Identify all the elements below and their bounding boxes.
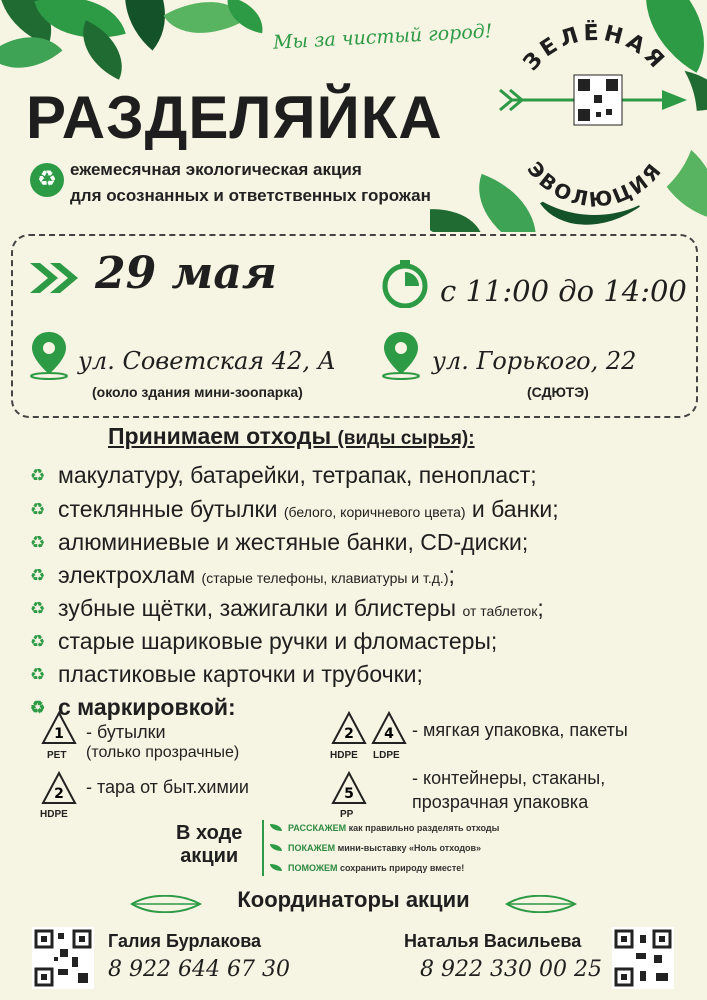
coordinator-1-phone: 8 922 644 67 30 bbox=[108, 957, 290, 982]
code-hdpe: HDPE bbox=[40, 809, 68, 820]
address-2-note: (СДЮТЭ) bbox=[527, 384, 589, 400]
recycle-triangle-icon bbox=[330, 710, 368, 748]
recycle-icon: ♻ bbox=[30, 599, 46, 618]
divider bbox=[262, 820, 264, 876]
coordinator-2-phone: 8 922 330 00 25 bbox=[420, 957, 602, 982]
subtitle-line-2: для осознанных и ответственных горожан bbox=[70, 186, 431, 205]
svg-text:4: 4 bbox=[384, 726, 394, 742]
recycle-icon: ♻ bbox=[30, 698, 46, 717]
recycle-icon: ♻ bbox=[30, 566, 46, 585]
leaf-icon bbox=[270, 824, 282, 831]
coordinator-1-name: Галия Бурлакова bbox=[108, 931, 262, 951]
accept-heading bbox=[108, 423, 475, 450]
svg-text:5: 5 bbox=[344, 786, 354, 802]
recycle-triangle-icon bbox=[40, 710, 78, 748]
list-item-marking: ♻ с маркировкой: bbox=[30, 694, 236, 720]
event-date: 29 мая bbox=[95, 248, 277, 299]
svg-text:ЭВОЛЮЦИЯ bbox=[523, 157, 668, 212]
list-item: ♻ алюминиевые и жестяные банки, CD-диски; bbox=[30, 529, 529, 555]
recycle-triangle-icon bbox=[370, 710, 408, 748]
double-chevron-icon bbox=[28, 259, 80, 297]
recycle-icon: ♻ bbox=[30, 632, 46, 651]
coordinators-heading: Координаторы акции bbox=[237, 887, 470, 912]
map-pin-icon bbox=[378, 330, 424, 380]
leaf-icon bbox=[505, 895, 577, 913]
qr-code-icon bbox=[612, 927, 674, 989]
svg-text:2: 2 bbox=[344, 726, 354, 742]
code-hdpe: HDPE bbox=[330, 750, 358, 761]
coordinator-2-name: Наталья Васильева bbox=[404, 931, 582, 951]
marking-pet-note: (только прозрачные) bbox=[86, 744, 240, 761]
svg-text:2: 2 bbox=[54, 786, 64, 802]
recycle-handshake-icon: ♻ bbox=[30, 163, 64, 197]
accept-heading-main: Принимаем отходы bbox=[108, 423, 332, 449]
code-pp: PP bbox=[340, 809, 354, 820]
list-item: ♻ зубные щётки, зажигалки и блистеры от таблеток; bbox=[30, 595, 544, 621]
address-1-note: (около здания мини-зоопарка) bbox=[92, 384, 303, 400]
recycle-triangle-icon bbox=[40, 770, 78, 808]
recycle-triangle-icon bbox=[330, 770, 368, 808]
marking-pet-text: - бутылки bbox=[86, 722, 166, 742]
stopwatch-icon bbox=[380, 258, 430, 308]
list-item: ♻ макулатуру, батарейки, тетрапак, пенопласт; bbox=[30, 462, 537, 488]
leaf-icon bbox=[270, 864, 282, 871]
event-time: с 11:00 до 14:00 bbox=[440, 274, 687, 308]
logo-word-bottom: ЭВОЛЮЦИЯ bbox=[522, 157, 668, 212]
recycle-icon: ♻ bbox=[30, 500, 46, 519]
marking-hdpe-text: - тара от быт.химии bbox=[86, 777, 249, 797]
slogan: Мы за чистый город! bbox=[272, 20, 493, 54]
green-evolution-logo bbox=[492, 20, 697, 215]
marking-pp-text-2: прозрачная упаковка bbox=[412, 792, 589, 812]
list-item: ♻ электрохлам (старые телефоны, клавиатуры и т.д.); bbox=[30, 562, 455, 588]
activity-item: РАССКАЖЕМ как правильно разделять отходы bbox=[270, 823, 499, 833]
address-1: ул. Советская 42, А bbox=[78, 347, 336, 375]
page-title: РАЗДЕЛЯЙКА bbox=[26, 84, 443, 151]
recycle-icon: ♻ bbox=[30, 665, 46, 684]
map-pin-icon bbox=[26, 330, 72, 380]
list-item: ♻ стеклянные бутылки (белого, коричневого цвета) и банки; bbox=[30, 496, 559, 522]
code-ldpe: LDPE bbox=[373, 750, 400, 761]
subtitle-line-1: ежемесячная экологическая акция bbox=[70, 160, 362, 179]
list-item: ♻ пластиковые карточки и трубочки; bbox=[30, 661, 423, 687]
svg-text:ЗЕЛЁНАЯ bbox=[519, 20, 671, 76]
svg-text:1: 1 bbox=[54, 726, 64, 742]
recycle-icon: ♻ bbox=[30, 533, 46, 552]
recycle-icon: ♻ bbox=[30, 466, 46, 485]
qr-code-icon bbox=[32, 927, 94, 989]
logo-word-top: ЗЕЛЁНАЯ bbox=[518, 20, 672, 76]
marking-pp-text-1: - контейнеры, стаканы, bbox=[412, 768, 606, 788]
during-label: В ходе акции bbox=[176, 822, 243, 867]
logo-text-ring bbox=[492, 20, 697, 215]
leaves-top-decoration bbox=[0, 0, 270, 95]
code-pet: PET bbox=[47, 750, 67, 761]
accept-heading-suffix: (виды сырья): bbox=[337, 428, 475, 449]
leaf-icon bbox=[270, 844, 282, 851]
activity-item: ПОМОЖЕМ сохранить природу вместе! bbox=[270, 863, 464, 873]
activity-item: ПОКАЖЕМ мини-выставку «Ноль отходов» bbox=[270, 843, 481, 853]
address-2: ул. Горького, 22 bbox=[432, 347, 637, 375]
list-item: ♻ старые шариковые ручки и фломастеры; bbox=[30, 628, 498, 654]
marking-ldpe-text: - мягкая упаковка, пакеты bbox=[412, 720, 628, 740]
logo-qr-code-icon bbox=[574, 75, 622, 125]
